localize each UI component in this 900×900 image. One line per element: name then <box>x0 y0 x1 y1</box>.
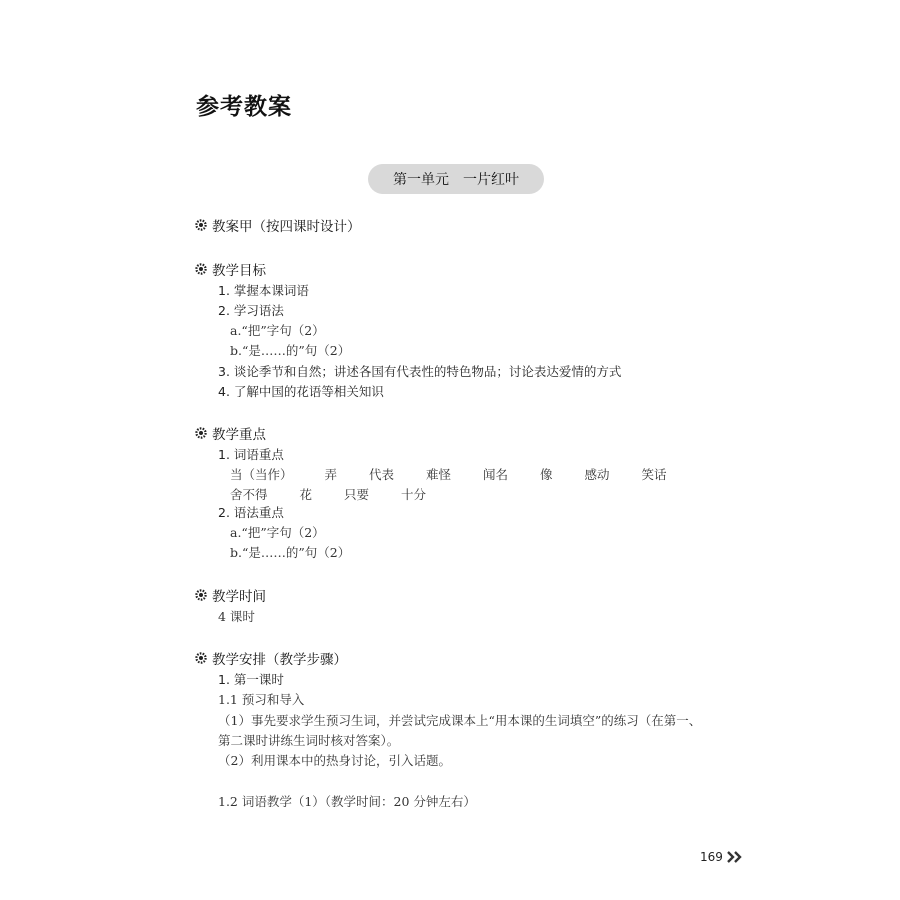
vocab-row <box>230 485 454 503</box>
page-number <box>700 850 743 864</box>
double-chevron-right-icon <box>727 851 743 863</box>
gear-bullet-icon <box>195 263 207 275</box>
time-value: 4 课时 <box>218 609 255 624</box>
vocab-word: 弄 <box>324 467 338 482</box>
arrangement-heading <box>195 648 347 668</box>
step-heading: 1.2 词语教学（1）（教学时间：20 分钟左右） <box>218 794 476 809</box>
plan-heading-text: 教案甲（按四课时设计） <box>212 219 361 235</box>
grammar-heading: 2. 语法重点 <box>218 505 284 520</box>
vocab-word: 十分 <box>401 487 427 502</box>
objective-subitem: b.“是……的”句（2） <box>230 343 351 358</box>
paragraph-line: （2）利用课本中的热身讨论，引入话题。 <box>218 753 451 768</box>
vocab-word: 花 <box>299 487 313 502</box>
objective-item: 4. 了解中国的花语等相关知识 <box>218 384 384 399</box>
step-heading: 1.1 预习和导入 <box>218 692 305 707</box>
vocab-word: 难怪 <box>426 467 452 482</box>
vocab-word: 代表 <box>369 467 395 482</box>
vocab-word: 笑话 <box>641 467 667 482</box>
objective-subitem: a.“把”字句（2） <box>230 323 325 338</box>
objective-item: 3. 谈论季节和自然；讲述各国有代表性的特色物品；讨论表达爱情的方式 <box>218 364 622 379</box>
objective-item: 1. 掌握本课词语 <box>218 283 309 298</box>
vocab-word: 感动 <box>584 467 610 482</box>
unit-title: 第一单元 一片红叶 <box>393 172 519 188</box>
page-number-text: 169 <box>700 850 723 864</box>
grammar-item: b.“是……的”句（2） <box>230 545 351 560</box>
grammar-item: a.“把”字句（2） <box>230 525 325 540</box>
vocab-row <box>230 465 695 483</box>
lesson-heading: 1. 第一课时 <box>218 672 284 687</box>
gear-bullet-icon <box>195 427 207 439</box>
vocab-word: 只要 <box>344 487 370 502</box>
gear-bullet-icon <box>195 589 207 601</box>
objectives-heading-text: 教学目标 <box>212 263 266 279</box>
paragraph-line: 第二课时讲练生词时核对答案）。 <box>218 733 400 748</box>
page-title: 参考教案 <box>196 94 292 120</box>
gear-bullet-icon <box>195 652 207 664</box>
time-heading-text: 教学时间 <box>212 589 266 605</box>
vocab-word: 舍不得 <box>230 487 268 502</box>
vocab-word: 像 <box>540 467 553 482</box>
plan-heading <box>195 215 361 235</box>
arrangement-heading-text: 教学安排（教学步骤） <box>212 652 347 668</box>
unit-title-badge <box>368 164 544 194</box>
vocab-word: 闻名 <box>483 467 509 482</box>
objectives-heading <box>195 259 266 279</box>
key-points-heading-text: 教学重点 <box>212 427 266 443</box>
vocab-heading: 1. 词语重点 <box>218 447 284 462</box>
key-points-heading <box>195 423 266 443</box>
time-heading <box>195 585 266 605</box>
objective-item: 2. 学习语法 <box>218 303 284 318</box>
vocab-word: 当（当作） <box>230 467 293 482</box>
paragraph-line: （1）事先要求学生预习生词，并尝试完成课本上“用本课的生词填空”的练习（在第一、 <box>218 713 702 728</box>
gear-bullet-icon <box>195 219 207 231</box>
